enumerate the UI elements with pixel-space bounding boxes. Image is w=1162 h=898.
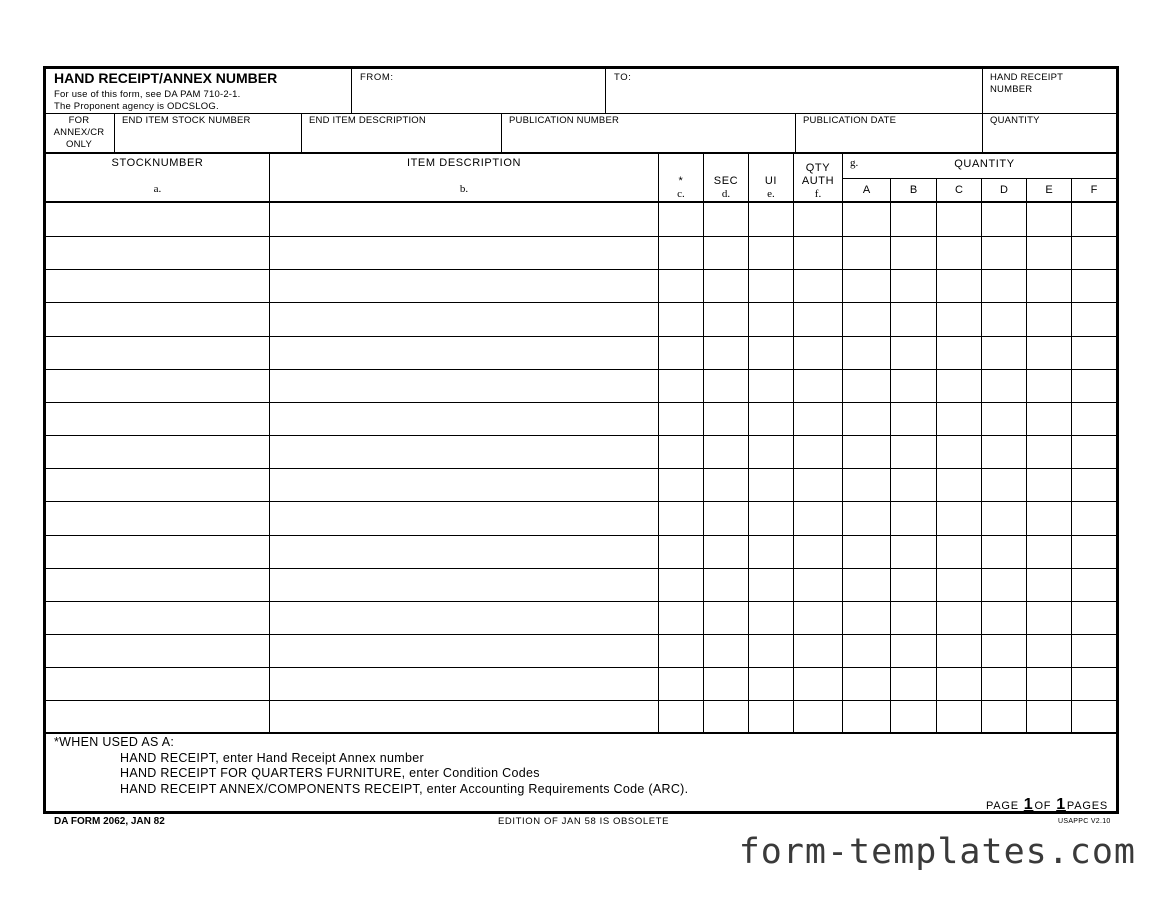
item-description-letter: b. [459, 183, 469, 195]
qty-auth-cell[interactable] [793, 569, 842, 601]
form-title: HAND RECEIPT/ANNEX NUMBER [54, 70, 278, 86]
item-description-cell[interactable] [269, 536, 658, 568]
sec-cell[interactable] [703, 436, 748, 468]
version-label: USAPPC V2.10 [1058, 818, 1111, 825]
quantity-col-a: A [862, 184, 871, 196]
stock-number-cell[interactable] [46, 569, 269, 601]
quantity-d-cell[interactable] [981, 569, 1026, 601]
pages-label: PAGES [1066, 800, 1108, 812]
quantity-e-cell[interactable] [1026, 403, 1071, 435]
item-description-header: ITEM DESCRIPTION [406, 157, 522, 169]
qty-auth-header: QTY AUTH [801, 162, 835, 187]
quantity-d-cell[interactable] [981, 203, 1026, 235]
item-description-cell[interactable] [269, 237, 658, 269]
ui-cell[interactable] [748, 270, 793, 302]
quantity-a-cell[interactable] [842, 701, 890, 733]
qty-auth-cell[interactable] [793, 469, 842, 501]
end-item-quantity-field[interactable] [983, 114, 1116, 153]
stock-number-cell[interactable] [46, 237, 269, 269]
sec-header: SEC [713, 175, 739, 187]
quantity-d-cell[interactable] [981, 635, 1026, 667]
quantity-c-cell[interactable] [936, 403, 981, 435]
table-row [46, 700, 1116, 733]
quantity-d-cell[interactable] [981, 237, 1026, 269]
qty-auth-cell[interactable] [793, 237, 842, 269]
quantity-a-cell[interactable] [842, 436, 890, 468]
quantity-e-cell[interactable] [1026, 370, 1071, 402]
quantity-e-cell[interactable] [1026, 337, 1071, 369]
quantity-d-cell[interactable] [981, 303, 1026, 335]
quantity-a-cell[interactable] [842, 370, 890, 402]
item-description-cell[interactable] [269, 635, 658, 667]
star-cell[interactable] [658, 569, 703, 601]
end-item-stock-number-label: END ITEM STOCK NUMBER [122, 115, 251, 126]
sec-cell[interactable] [703, 303, 748, 335]
quantity-c-cell[interactable] [936, 668, 981, 700]
quantity-col-c: C [955, 184, 963, 196]
item-description-cell[interactable] [269, 403, 658, 435]
sec-cell[interactable] [703, 469, 748, 501]
quantity-b-cell[interactable] [890, 536, 936, 568]
qty-auth-cell[interactable] [793, 701, 842, 733]
quantity-b-cell[interactable] [890, 668, 936, 700]
quantity-b-cell[interactable] [890, 270, 936, 302]
quantity-c-cell[interactable] [936, 270, 981, 302]
quantity-f-cell[interactable] [1071, 569, 1116, 601]
quantity-col-d: D [1000, 184, 1008, 196]
qty-auth-cell[interactable] [793, 337, 842, 369]
quantity-c-cell[interactable] [936, 602, 981, 634]
quantity-e-cell[interactable] [1026, 536, 1071, 568]
star-cell[interactable] [658, 337, 703, 369]
qty-auth-cell[interactable] [793, 370, 842, 402]
quantity-f-cell[interactable] [1071, 635, 1116, 667]
quantity-f-cell[interactable] [1071, 403, 1116, 435]
ui-cell[interactable] [748, 701, 793, 733]
item-description-cell[interactable] [269, 436, 658, 468]
notes-heading: *WHEN USED AS A: [54, 735, 175, 749]
watermark: form-templates.com [738, 832, 1136, 872]
quantity-e-cell[interactable] [1026, 270, 1071, 302]
from-field[interactable] [352, 69, 605, 113]
form-id: DA FORM 2062, JAN 82 [54, 816, 165, 827]
quantity-e-cell[interactable] [1026, 635, 1071, 667]
quantity-a-cell[interactable] [842, 237, 890, 269]
star-cell[interactable] [658, 403, 703, 435]
quantity-col-b: B [909, 184, 918, 196]
publication-number-field[interactable] [502, 114, 795, 153]
quantity-c-cell[interactable] [936, 701, 981, 733]
ui-cell[interactable] [748, 436, 793, 468]
quantity-e-cell[interactable] [1026, 602, 1071, 634]
quantity-b-cell[interactable] [890, 436, 936, 468]
hand-receipt-number-field[interactable] [983, 69, 1116, 113]
quantity-c-cell[interactable] [936, 337, 981, 369]
sec-cell[interactable] [703, 536, 748, 568]
star-cell[interactable] [658, 502, 703, 534]
stock-number-cell[interactable] [46, 536, 269, 568]
stock-number-cell[interactable] [46, 270, 269, 302]
of-label: OF [1034, 800, 1052, 812]
quantity-col-e: E [1045, 184, 1053, 196]
ui-cell[interactable] [748, 469, 793, 501]
table-row [46, 336, 1116, 369]
for-annex-label: FOR ANNEX/CR ONLY [53, 115, 105, 150]
quantity-b-cell[interactable] [890, 469, 936, 501]
quantity-b-cell[interactable] [890, 337, 936, 369]
end-item-description-field[interactable] [302, 114, 501, 153]
ui-cell[interactable] [748, 668, 793, 700]
stock-number-cell[interactable] [46, 403, 269, 435]
quantity-b-cell[interactable] [890, 303, 936, 335]
quantity-c-cell[interactable] [936, 303, 981, 335]
divider [46, 152, 1116, 154]
item-description-cell[interactable] [269, 668, 658, 700]
quantity-f-cell[interactable] [1071, 536, 1116, 568]
table-row [46, 435, 1116, 468]
quantity-a-cell[interactable] [842, 668, 890, 700]
item-description-cell[interactable] [269, 469, 658, 501]
quantity-b-cell[interactable] [890, 602, 936, 634]
quantity-c-cell[interactable] [936, 370, 981, 402]
quantity-c-cell[interactable] [936, 203, 981, 235]
stock-number-cell[interactable] [46, 469, 269, 501]
divider [842, 178, 1116, 179]
star-cell[interactable] [658, 303, 703, 335]
star-cell[interactable] [658, 536, 703, 568]
ui-header: UI [764, 175, 778, 187]
qty-auth-cell[interactable] [793, 203, 842, 235]
stock-number-cell[interactable] [46, 602, 269, 634]
end-item-description-label: END ITEM DESCRIPTION [309, 115, 426, 126]
quantity-a-cell[interactable] [842, 569, 890, 601]
sec-cell[interactable] [703, 370, 748, 402]
ui-cell[interactable] [748, 403, 793, 435]
usage-notes [54, 735, 688, 797]
quantity-e-cell[interactable] [1026, 569, 1071, 601]
item-description-cell[interactable] [269, 203, 658, 235]
qty-auth-cell[interactable] [793, 436, 842, 468]
quantity-b-cell[interactable] [890, 370, 936, 402]
star-header: * [678, 175, 684, 187]
sec-cell[interactable] [703, 701, 748, 733]
table-row [46, 634, 1116, 667]
quantity-e-cell[interactable] [1026, 502, 1071, 534]
sec-cell[interactable] [703, 403, 748, 435]
to-label: TO: [614, 72, 632, 83]
quantity-a-cell[interactable] [842, 502, 890, 534]
quantity-d-cell[interactable] [981, 701, 1026, 733]
quantity-letter: g. [850, 157, 859, 169]
quantity-a-cell[interactable] [842, 469, 890, 501]
ui-cell[interactable] [748, 536, 793, 568]
table-row [46, 667, 1116, 700]
stock-number-header: STOCKNUMBER [111, 157, 204, 169]
quantity-c-cell[interactable] [936, 469, 981, 501]
sec-cell[interactable] [703, 635, 748, 667]
ui-cell[interactable] [748, 370, 793, 402]
ui-cell[interactable] [748, 502, 793, 534]
quantity-e-cell[interactable] [1026, 668, 1071, 700]
page-indicator [986, 796, 1108, 814]
qty-auth-cell[interactable] [793, 635, 842, 667]
quantity-header: QUANTITY [954, 158, 1015, 170]
qty-auth-cell[interactable] [793, 502, 842, 534]
quantity-c-cell[interactable] [936, 635, 981, 667]
quantity-d-cell[interactable] [981, 370, 1026, 402]
quantity-d-cell[interactable] [981, 436, 1026, 468]
publication-date-field[interactable] [796, 114, 982, 153]
stock-number-cell[interactable] [46, 337, 269, 369]
quantity-b-cell[interactable] [890, 701, 936, 733]
publication-number-label: PUBLICATION NUMBER [509, 115, 620, 126]
item-description-cell[interactable] [269, 270, 658, 302]
ui-cell[interactable] [748, 303, 793, 335]
hand-receipt-form [43, 66, 1119, 814]
quantity-col-f: F [1090, 184, 1098, 196]
item-description-cell[interactable] [269, 602, 658, 634]
qty-auth-cell[interactable] [793, 536, 842, 568]
notes-line-1: HAND RECEIPT, enter Hand Receipt Annex number [120, 750, 424, 765]
quantity-d-cell[interactable] [981, 403, 1026, 435]
table-row [46, 501, 1116, 534]
end-item-quantity-label: QUANTITY [990, 115, 1040, 126]
stock-number-letter: a. [153, 183, 162, 195]
sec-cell[interactable] [703, 569, 748, 601]
item-description-cell[interactable] [269, 337, 658, 369]
page-label: PAGE [985, 800, 1019, 812]
to-field[interactable] [606, 69, 982, 113]
quantity-e-cell[interactable] [1026, 436, 1071, 468]
ui-cell[interactable] [748, 569, 793, 601]
edition-note: EDITION OF JAN 58 IS OBSOLETE [498, 816, 670, 827]
quantity-f-cell[interactable] [1071, 668, 1116, 700]
qty-auth-cell[interactable] [793, 668, 842, 700]
table-row [46, 236, 1116, 269]
quantity-c-cell[interactable] [936, 536, 981, 568]
total-pages[interactable]: 1 [1056, 796, 1066, 813]
quantity-b-cell[interactable] [890, 569, 936, 601]
sec-cell[interactable] [703, 337, 748, 369]
quantity-f-cell[interactable] [1071, 502, 1116, 534]
ui-cell[interactable] [748, 203, 793, 235]
quantity-a-cell[interactable] [842, 403, 890, 435]
quantity-d-cell[interactable] [981, 668, 1026, 700]
item-description-cell[interactable] [269, 370, 658, 402]
quantity-f-cell[interactable] [1071, 270, 1116, 302]
quantity-a-cell[interactable] [842, 203, 890, 235]
table-row [46, 601, 1116, 634]
quantity-f-cell[interactable] [1071, 203, 1116, 235]
quantity-f-cell[interactable] [1071, 337, 1116, 369]
sec-cell[interactable] [703, 237, 748, 269]
ui-cell[interactable] [748, 602, 793, 634]
quantity-e-cell[interactable] [1026, 469, 1071, 501]
sec-cell[interactable] [703, 270, 748, 302]
notes-line-3: HAND RECEIPT ANNEX/COMPONENTS RECEIPT, enter Accounting Requirements Code (ARC). [120, 781, 689, 796]
star-cell[interactable] [658, 203, 703, 235]
hand-receipt-number-label: HAND RECEIPT NUMBER [990, 72, 1063, 95]
quantity-b-cell[interactable] [890, 237, 936, 269]
use-note: For use of this form, see DA PAM 710-2-1. [54, 89, 241, 100]
qty-auth-cell[interactable] [793, 602, 842, 634]
qty-auth-cell[interactable] [793, 403, 842, 435]
stock-number-cell[interactable] [46, 370, 269, 402]
qty-auth-letter: f. [814, 188, 822, 200]
quantity-b-cell[interactable] [890, 502, 936, 534]
star-cell[interactable] [658, 602, 703, 634]
qty-auth-cell[interactable] [793, 303, 842, 335]
stock-number-cell[interactable] [46, 635, 269, 667]
qty-auth-cell[interactable] [793, 270, 842, 302]
quantity-a-cell[interactable] [842, 337, 890, 369]
quantity-b-cell[interactable] [890, 403, 936, 435]
quantity-d-cell[interactable] [981, 337, 1026, 369]
item-description-cell[interactable] [269, 502, 658, 534]
stock-number-cell[interactable] [46, 303, 269, 335]
from-label: FROM: [360, 72, 394, 83]
quantity-a-cell[interactable] [842, 270, 890, 302]
sec-cell[interactable] [703, 668, 748, 700]
star-letter: c. [677, 188, 685, 200]
quantity-f-cell[interactable] [1071, 303, 1116, 335]
quantity-a-cell[interactable] [842, 635, 890, 667]
quantity-d-cell[interactable] [981, 602, 1026, 634]
publication-date-label: PUBLICATION DATE [803, 115, 897, 126]
table-row [46, 468, 1116, 501]
quantity-f-cell[interactable] [1071, 237, 1116, 269]
item-description-cell[interactable] [269, 569, 658, 601]
star-cell[interactable] [658, 469, 703, 501]
quantity-e-cell[interactable] [1026, 203, 1071, 235]
proponent-note: The Proponent agency is ODCSLOG. [54, 101, 219, 112]
divider [46, 732, 1116, 734]
end-item-stock-number-field[interactable] [115, 114, 301, 153]
quantity-c-cell[interactable] [936, 436, 981, 468]
table-row [46, 302, 1116, 335]
quantity-a-cell[interactable] [842, 602, 890, 634]
stock-number-cell[interactable] [46, 502, 269, 534]
ui-cell[interactable] [748, 635, 793, 667]
sec-cell[interactable] [703, 203, 748, 235]
sec-cell[interactable] [703, 502, 748, 534]
stock-number-cell[interactable] [46, 668, 269, 700]
quantity-c-cell[interactable] [936, 569, 981, 601]
quantity-f-cell[interactable] [1071, 602, 1116, 634]
stock-number-cell[interactable] [46, 701, 269, 733]
notes-line-2: HAND RECEIPT FOR QUARTERS FURNITURE, enter Condition Codes [120, 766, 540, 780]
quantity-a-cell[interactable] [842, 303, 890, 335]
star-cell[interactable] [658, 270, 703, 302]
stock-number-cell[interactable] [46, 203, 269, 235]
star-cell[interactable] [658, 237, 703, 269]
star-cell[interactable] [658, 701, 703, 733]
stock-number-cell[interactable] [46, 436, 269, 468]
star-cell[interactable] [658, 370, 703, 402]
table-row [46, 402, 1116, 435]
ui-letter: e. [767, 188, 775, 200]
quantity-e-cell[interactable] [1026, 701, 1071, 733]
table-row [46, 203, 1116, 236]
item-description-cell[interactable] [269, 701, 658, 733]
quantity-d-cell[interactable] [981, 270, 1026, 302]
ui-cell[interactable] [748, 237, 793, 269]
quantity-b-cell[interactable] [890, 635, 936, 667]
page-number[interactable]: 1 [1023, 796, 1034, 813]
quantity-d-cell[interactable] [981, 502, 1026, 534]
table-row [46, 269, 1116, 302]
quantity-f-cell[interactable] [1071, 370, 1116, 402]
quantity-b-cell[interactable] [890, 203, 936, 235]
quantity-d-cell[interactable] [981, 469, 1026, 501]
star-cell[interactable] [658, 668, 703, 700]
quantity-e-cell[interactable] [1026, 237, 1071, 269]
quantity-a-cell[interactable] [842, 536, 890, 568]
quantity-f-cell[interactable] [1071, 436, 1116, 468]
table-row [46, 535, 1116, 568]
star-cell[interactable] [658, 635, 703, 667]
quantity-e-cell[interactable] [1026, 303, 1071, 335]
quantity-d-cell[interactable] [981, 536, 1026, 568]
quantity-c-cell[interactable] [936, 237, 981, 269]
quantity-f-cell[interactable] [1071, 469, 1116, 501]
sec-cell[interactable] [703, 602, 748, 634]
ui-cell[interactable] [748, 337, 793, 369]
quantity-c-cell[interactable] [936, 502, 981, 534]
table-row [46, 369, 1116, 402]
star-cell[interactable] [658, 436, 703, 468]
item-description-cell[interactable] [269, 303, 658, 335]
sec-letter: d. [721, 188, 731, 200]
table-row [46, 568, 1116, 601]
quantity-f-cell[interactable] [1071, 701, 1116, 733]
